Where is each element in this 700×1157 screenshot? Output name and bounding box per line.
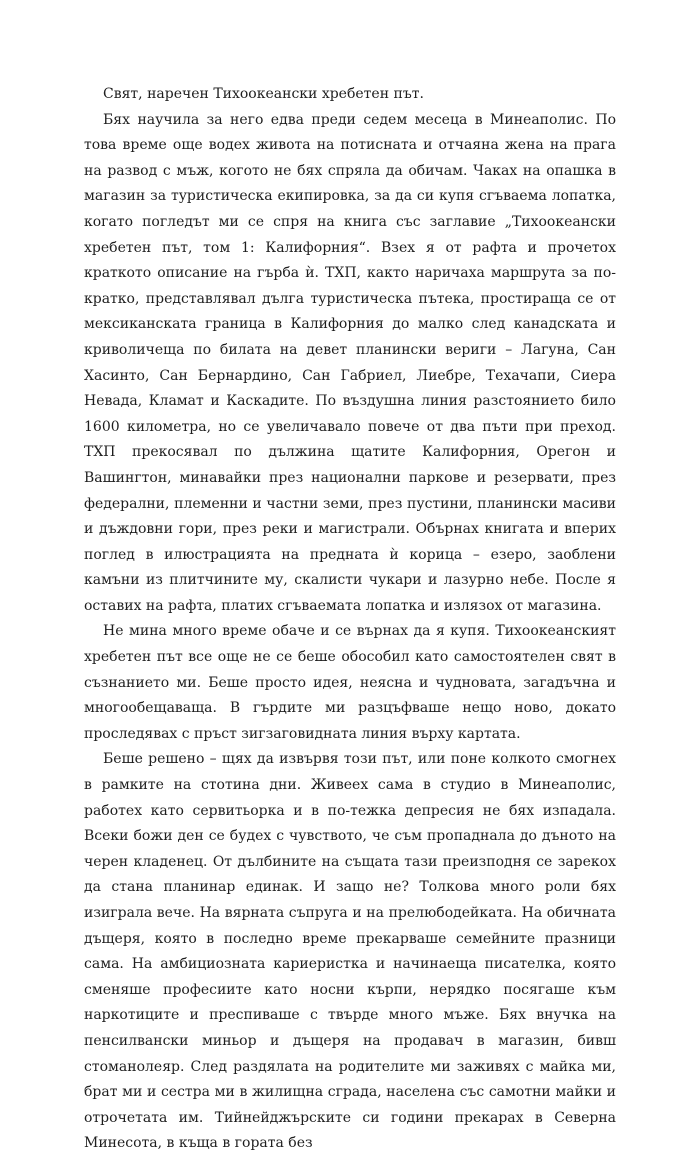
paragraph: Бях научила за него едва преди седем месеца в Минеаполис. По това време още водех живота на потисната и отчаяна жена на прага на развод с мъж, когото не бях спряла да обичам. Чаках на опашка в магазин за туристическа екипировка, за да си купя сгъваема лопатка, когато погледът ми се спря на книга със заглавие „Тихоокеански хребетен път, том 1: Калифорния“. Взех я от рафта и прочетох краткото описание на гърба ѝ. ТХП, както наричаха маршрута за по-кратко, представлявал дълга туристическа пътека, простираща се от мексиканската граница в Калифорния до малко след канадската и криволичеща по билата на девет планински вериги – Лагуна, Сан Хасинто, Сан Бернардино, Сан Габриел, Лиебре, Техачапи, Сиера Невада, Кламат и Каскадите. По въздушна линия разстоянието било 1600 километра, но се увеличавало повече от два пъти при преход. ТХП прекосявал по дължина щатите Калифорния, Орегон и Вашингтон, минавайки през национални паркове и резервати, през федерални, племенни и частни земи, през пустини, планински масиви и дъждовни гори, през реки и магистрали. Обърнах книгата и вперих поглед в илюстрацията на предната ѝ корица – езеро, заоблени камъни из плитчините му, скалисти чукари и лазурно небе. После я оставих на рафта, платих сгъваемата лопатка и излязох от магазина.: [84, 111, 616, 614]
paragraph: Не мина много време обаче и се върнах да я купя. Тихоокеанският хребетен път все още не се беше обособил като самостоятелен свят в съзнанието ми. Беше просто идея, неясна и чудновата, загадъчна и многообещаваща. В гърдите ми разцъфваше нещо ново, докато проследявах с пръст зигзаговидната линия върху картата.: [84, 623, 616, 742]
paragraph: Беше решено – щях да извървя този път, или поне колкото смогнех в рамките на стотина дни. Живеех сама в студио в Минеаполис, работех като сервитьорка и в по-тежка депресия не бях изпадала. Всеки божи ден се будех с чувството, че съм пропаднала до дъното на черен кладенец. От дълбините на същата тази преизподня се зарекох да стана планинар единак. И защо не? Толкова много роли бях изиграла вече. На вярната съпруга и на прелюбодейката. На обичната дъщеря, която в последно време прекарваше семейните празници сама. На амбициозната кариеристка и начинаеща писателка, която сменяше професиите като носни кърпи, нерядко посягаше към наркотиците и преспиваше с твърде много мъже. Бях внучка на пенсилвански миньор и дъщеря на продавач в магазин, бивш стоманолеяр. След раздялата на родителите ми заживях с майка ми, брат ми и сестра ми в жилищна сграда, населена със самотни майки и отрочетата им. Тийнейджърските си години прекарах в Северна Минесота, в къща в гората без: [84, 751, 616, 1152]
paragraph: Свят, наречен Тихоокеански хребетен път.: [103, 86, 424, 102]
body-text: [84, 82, 616, 1157]
